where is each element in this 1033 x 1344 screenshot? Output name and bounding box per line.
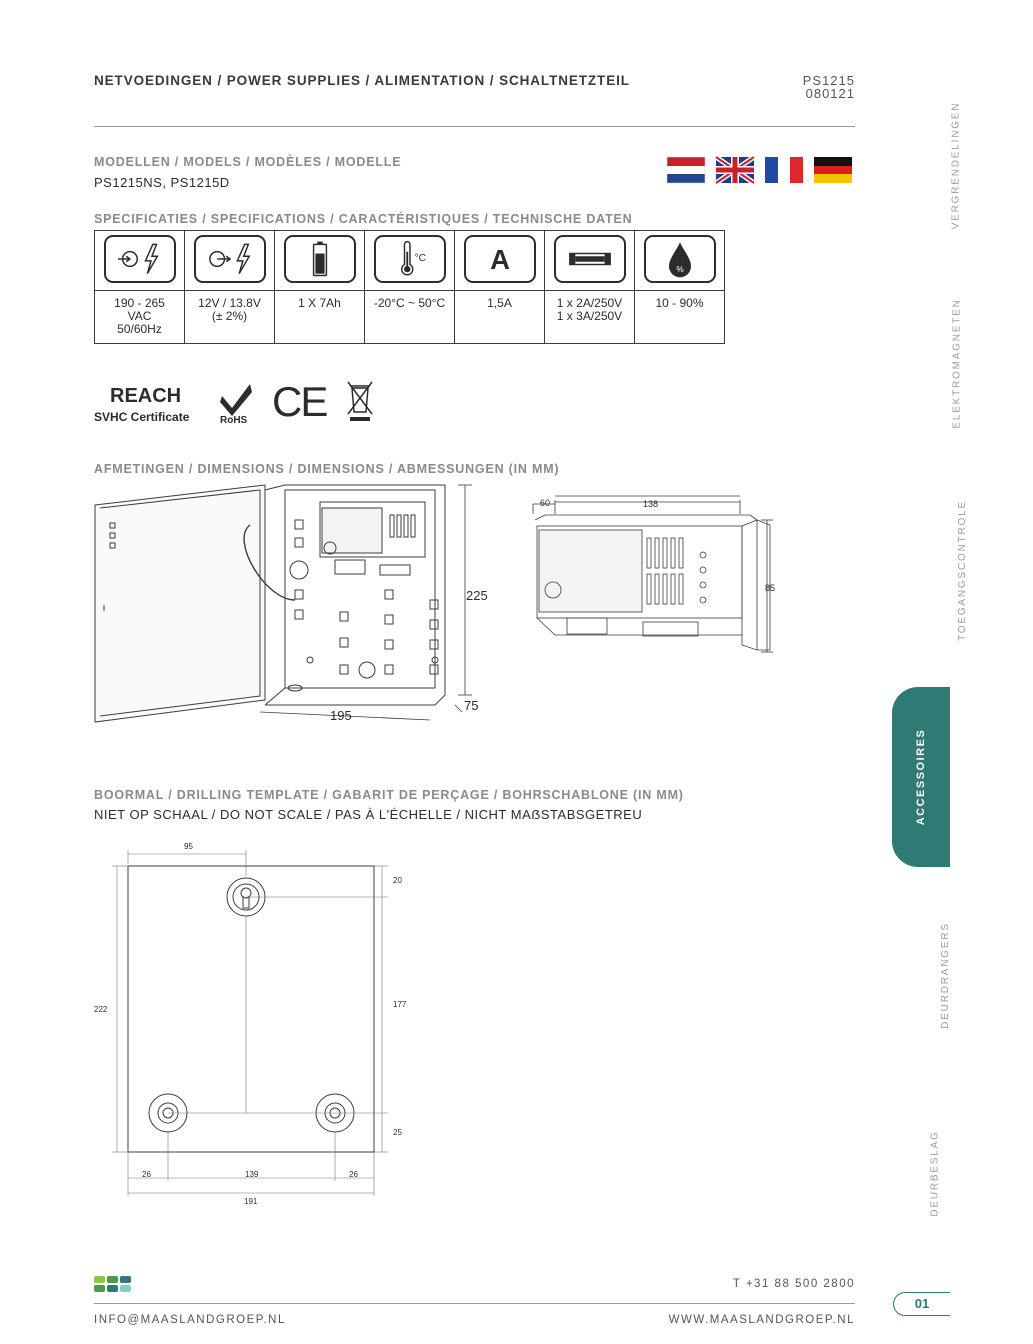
dim-177-label: 177 [393,1000,407,1009]
spec-value-text: 1 x 2A/250V 1 x 3A/250V [556,296,623,323]
dim-26-left-label: 26 [142,1170,151,1179]
drilling-template-drawing [90,836,420,1216]
tab-label: DEURBESLAG [929,1130,941,1217]
spec-cell [365,231,455,291]
tab-toegangscontrole[interactable] [892,500,968,641]
dim-height-label: 225 [466,588,488,603]
spec-cell [275,231,365,291]
spec-cell [545,231,635,291]
module-drawing [525,490,785,660]
flag-de-icon[interactable] [814,157,852,183]
humidity-symbol: % [675,264,684,274]
dim-26-right-label: 26 [349,1170,358,1179]
dim-module-width-label: 138 [643,499,659,509]
models-value: PS1215NS, PS1215D [94,175,230,190]
spec-value-text: 190 - 265 VAC 50/60Hz [114,296,165,336]
drilling-heading: BOORMAL / DRILLING TEMPLATE / GABARIT DE PERÇAGE / BOHRSCHABLONE (IN MM) [94,788,684,802]
temperature-icon [374,235,446,283]
tab-deurdrangers[interactable] [892,922,951,1029]
spec-value-text: 10 - 90% [655,296,704,310]
humidity-icon [644,235,716,283]
flag-uk-icon[interactable] [716,157,754,183]
current-icon [464,235,536,283]
dim-191-label: 191 [244,1197,258,1206]
spec-value-text: -20°C ~ 50°C [373,296,446,310]
spec-value-battery [275,291,365,344]
flag-nl-icon[interactable] [667,157,705,183]
dim-20-label: 20 [393,876,402,885]
tab-vergrendelingen[interactable] [892,101,962,230]
output-voltage-icon [194,235,266,283]
current-symbol: A [489,244,510,276]
enclosure-drawing [90,480,490,740]
spec-value-text: 1,5A [487,296,512,310]
specs-table [94,230,725,344]
product-code-number: PS1215 [802,73,855,88]
dim-width-label: 195 [330,708,352,723]
specs-value-row [95,291,725,344]
models-heading: MODELLEN / MODELS / MODÈLES / MODELLE [94,155,402,169]
flag-fr-icon[interactable] [765,157,803,183]
dimensions-heading: AFMETINGEN / DIMENSIONS / DIMENSIONS / ABMESSUNGEN (IN MM) [94,462,560,476]
footer-divider [94,1303,855,1304]
product-code [803,74,855,100]
tab-label: DEURDRANGERS [939,922,951,1029]
footer-website-link[interactable]: WWW.MAASLANDGROEP.NL [668,1314,855,1326]
tab-deurbeslag[interactable] [892,1130,950,1217]
input-voltage-icon [104,235,176,283]
section-tabs [892,0,968,1344]
tab-accessoires[interactable] [892,687,950,867]
dim-222-label: 222 [94,1005,108,1014]
certifications [94,378,384,426]
spec-value-temperature [365,291,455,344]
language-flags [667,157,852,183]
tab-label: ELEKTROMAGNETEN [951,298,963,429]
drilling-note: NIET OP SCHAAL / DO NOT SCALE / PAS À L'ÉCHELLE / NICHT MAẞSTABSGETREU [94,807,643,822]
dim-module-height-label: 85 [765,583,776,593]
spec-cell [185,231,275,291]
footer-phone: T +31 88 500 2800 [732,1278,855,1290]
spec-cell [635,231,725,291]
fuse-icon [554,235,626,283]
spec-value-output [185,291,275,344]
dim-139-label: 139 [245,1170,259,1179]
rohs-label: RoHS [220,415,248,426]
weee-bin-icon [348,382,372,421]
spec-value-fuse [545,291,635,344]
page-title: NETVOEDINGEN / POWER SUPPLIES / ALIMENTATION / SCHALTNETZTEIL [94,73,630,88]
spec-value-humidity [635,291,725,344]
spec-cell [455,231,545,291]
temperature-unit: °C [414,252,426,264]
dim-offset-label: 60 [540,498,551,508]
tab-label: TOEGANGSCONTROLE [956,500,968,641]
spec-value-text: 12V / 13.8V (± 2%) [198,296,261,323]
reach-logo: REACH [110,385,182,407]
spec-value-current [455,291,545,344]
specs-heading: SPECIFICATIES / SPECIFICATIONS / CARACTÉRISTIQUES / TECHNISCHE DATEN [94,212,633,226]
spec-value-text: 1 X 7Ah [298,296,341,310]
tab-label-active: ACCESSOIRES [915,728,927,826]
specs-icon-row [95,231,725,291]
ce-mark-icon: CE [272,378,327,425]
rohs-icon [220,384,252,426]
spec-value-input [95,291,185,344]
document-date: 080121 [805,86,855,101]
battery-icon [284,235,356,283]
spec-cell [95,231,185,291]
tab-label: VERGRENDELINGEN [950,101,962,230]
header-divider [94,126,855,127]
company-logo-icon [94,1276,134,1294]
reach-subtitle: SVHC Certificate [94,410,190,424]
footer-email-link[interactable]: INFO@MAASLANDGROEP.NL [94,1314,286,1326]
tab-elektromagneten[interactable] [892,298,963,429]
page-number: 01 [893,1292,950,1316]
dim-depth-label: 75 [464,698,479,713]
dim-95-label: 95 [184,842,193,851]
dim-25-label: 25 [393,1128,402,1137]
